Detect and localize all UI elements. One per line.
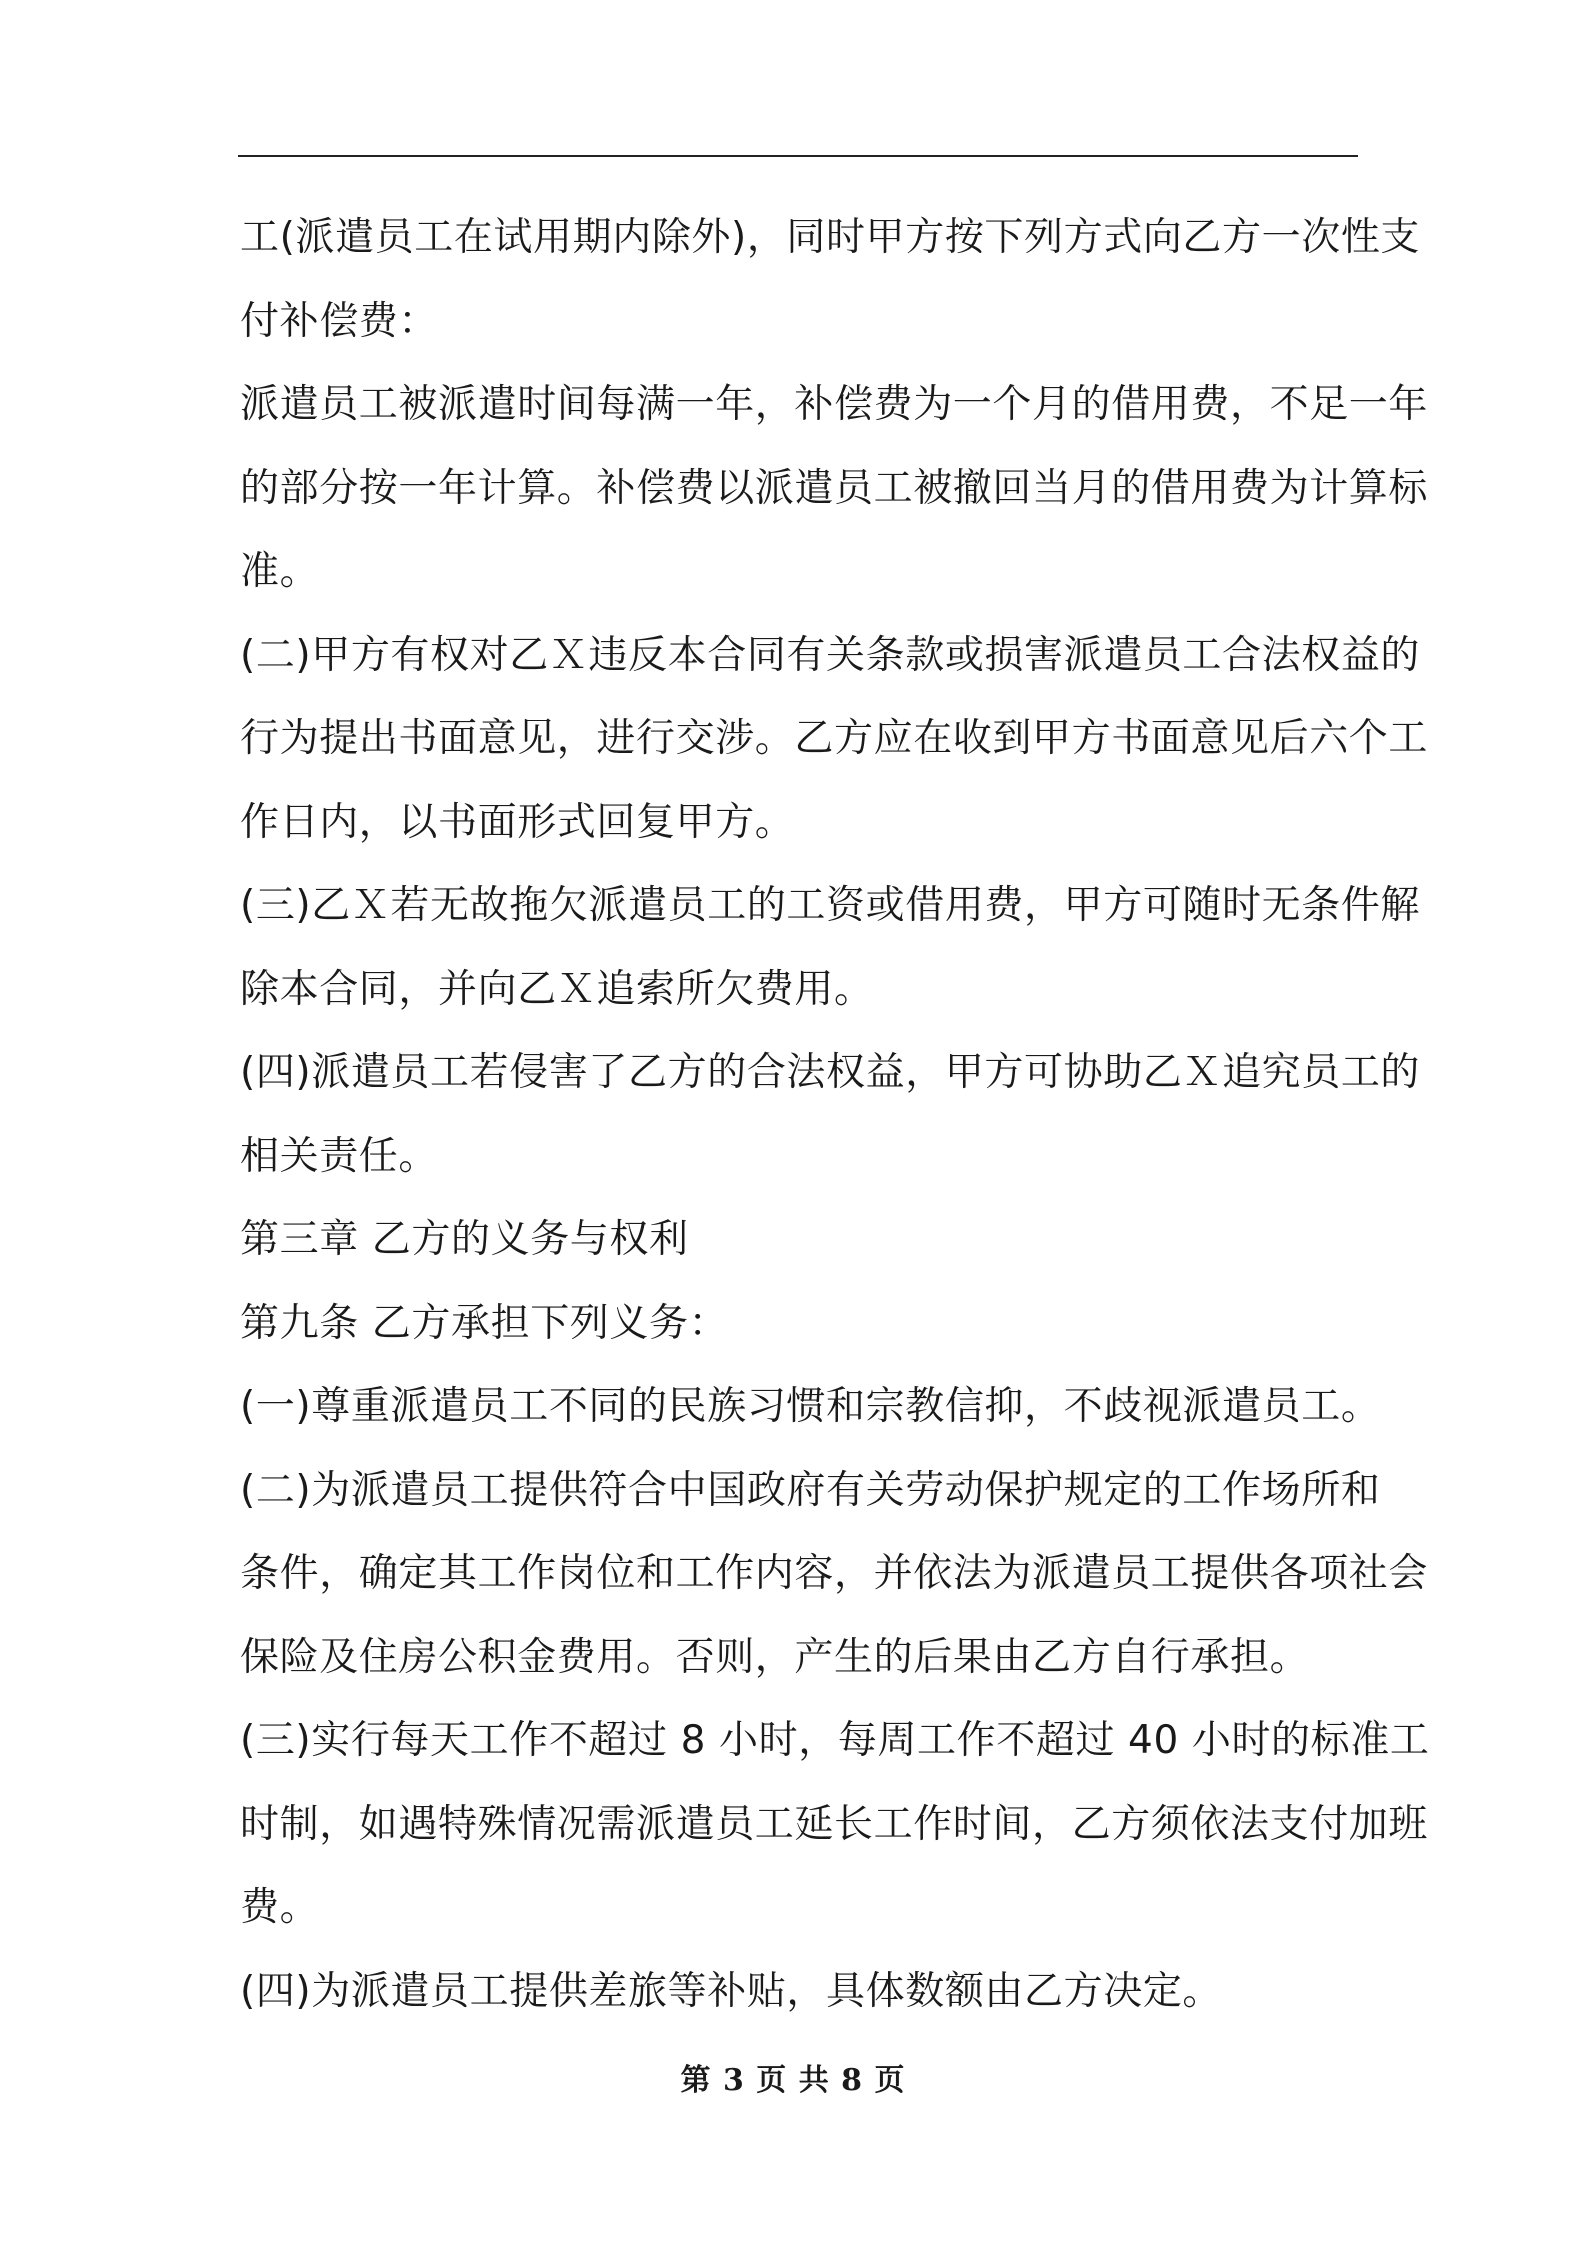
text-line: (三)实行每天工作不超过 8 小时，每周工作不超过 40 小时的标准工	[240, 1718, 1430, 1763]
article-heading: 第九条 乙方承担下列义务：	[240, 1300, 729, 1346]
text-line: (二)为派遣员工提供符合中国政府有关劳动保护规定的工作场所和	[240, 1467, 1381, 1513]
text-line: (四)为派遣员工提供差旅等补贴，具体数额由乙方决定。	[240, 1968, 1223, 2014]
text-line: (四)派遣员工若侵害了乙方的合法权益，甲方可协助乙Ｘ追究员工的	[240, 1050, 1421, 1095]
chapter-heading: 第三章 乙方的义务与权利	[240, 1217, 689, 1262]
text-line: 时制，如遇特殊情况需派遣员工延长工作时间，乙方须依法支付加班	[240, 1801, 1429, 1847]
text-line: 准。	[240, 549, 320, 594]
text-line: 条件，确定其工作岗位和工作内容，并依法为派遣员工提供各项社会	[240, 1551, 1429, 1596]
text-line: 派遣员工被派遣时间每满一年，补偿费为一个月的借用费，不足一年	[240, 382, 1429, 427]
text-line: 作日内，以书面形式回复甲方。	[240, 799, 795, 845]
text-line: 保险及住房公积金费用。否则，产生的后果由乙方自行承担。	[240, 1634, 1310, 1680]
text-line: (一)尊重派遣员工不同的民族习惯和宗教信抑，不歧视派遣员工。	[240, 1384, 1381, 1429]
text-line: 行为提出书面意见，进行交涉。乙方应在收到甲方书面意见后六个工	[240, 716, 1429, 761]
text-line: 相关责任。	[240, 1133, 439, 1179]
header-rule	[238, 155, 1358, 157]
text-line: 付补偿费：	[240, 298, 439, 344]
text-line: (二)甲方有权对乙Ｘ违反本合同有关条款或损害派遣员工合法权益的	[240, 632, 1421, 678]
page-number: 第 3 页 共 8 页	[680, 2063, 906, 2098]
text-line: 工(派遣员工在试用期内除外)，同时甲方按下列方式向乙方一次性支	[240, 215, 1421, 260]
text-line: (三)乙Ｘ若无故拖欠派遣员工的工资或借用费，甲方可随时无条件解	[240, 883, 1421, 928]
text-line: 费。	[240, 1885, 320, 1930]
text-line: 的部分按一年计算。补偿费以派遣员工被撤回当月的借用费为计算标	[240, 465, 1429, 511]
document-body	[240, 196, 1430, 2033]
text-line: 除本合同，并向乙Ｘ追索所欠费用。	[240, 966, 874, 1012]
